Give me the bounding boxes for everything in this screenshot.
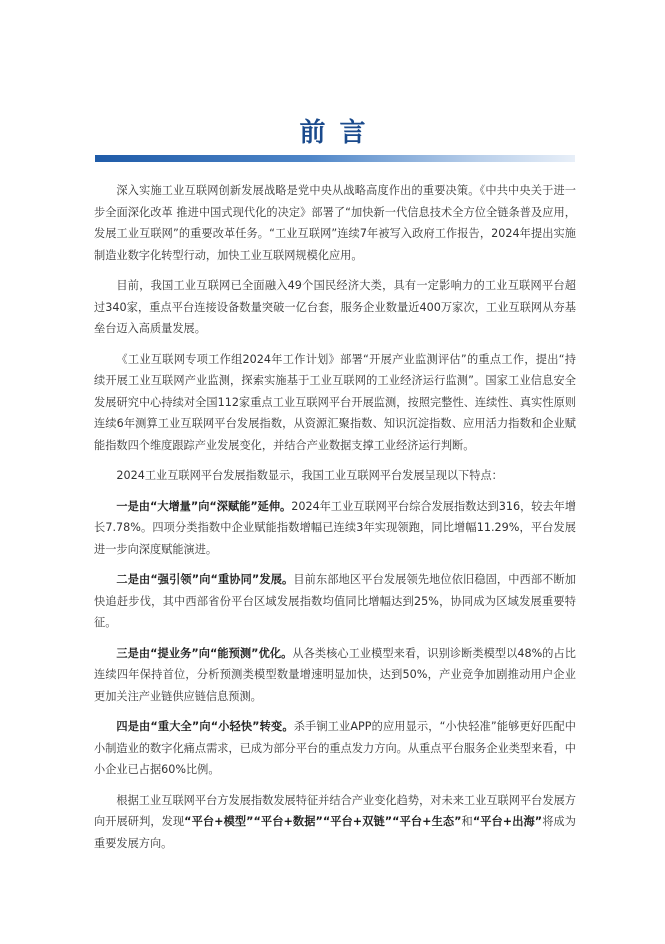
feature-4-text: 杀手锏工业APP的应用显示，“小快轻准”能够更好匹配中小制造业的数字化痛点需求，已成为部分平台的重点发力方向。从重点平台服务企业类型来看，中小企业已占据60%比例。 [94, 720, 576, 776]
feature-1-text: 2024年工业互联网平台综合发展指数达到316，较去年增长7.78%。四项分类指数中企业赋能指数增幅已连续3年实现领跑，同比增幅11.29%，平台发展进一步向深度赋能演进。 [94, 499, 577, 556]
outlook-text-and: 和 [461, 815, 473, 828]
paragraph-status: 目前，我国工业互联网已全面融入49个国民经济大类，具有一定影响力的工业互联网平台超过340家，重点平台连接设备数量突破一亿台套，服务企业数量近400万家次，工业互联网从夯基垒台迈入高质量发展。 [94, 279, 576, 335]
feature-4-lead: 四是由“重大全”向“小轻快”转变。 [116, 720, 294, 733]
outlook-text-a: 根据工业互联网平台方发展指数发展特征并结合产业变化趋势，对未来工业互联网平台发展方向开展研判，发现 [94, 793, 576, 828]
title-underline-bar [95, 155, 575, 162]
feature-2-text: 目前东部地区平台发展领先地位依旧稳固，中西部不断加快追赶步伐，其中西部省份平台区域发展指数均值同比增幅达到25%，协同成为区域发展重要特征。 [94, 573, 576, 629]
outlook-text-end: 将成为重要发展方向。 [94, 815, 576, 850]
outlook-directions: “平台+模型”“平台+数据”“平台+双链”“平台+生态” [184, 815, 462, 828]
paragraph-outlook [94, 790, 576, 855]
preface-body [94, 180, 576, 863]
paragraph-work-plan: 《工业互联网专项工作组2024年工作计划》部署“开展产业监测评估”的重点工作，提出“持续开展工业互联网产业监测，探索实施基于工业互联网的工业经济运行监测”。国家工业信息安全发展研究中心持续对全国112家重点工业互联网平台开展监测，按照完整性、连续性、真实性原则连续6年测算工业互联网平台发展指数，从资源汇聚指数、知识沉淀指数、应用活力指数和企业赋能指数四个维度跟踪产业发展变化，并结合产业数据支撑工业经济运行判断。 [94, 352, 576, 452]
page-title: 前言 [299, 118, 380, 148]
feature-2-lead: 二是由“强引领”向“重协同”发展。 [116, 573, 294, 586]
feature-3-lead: 三是由“提业务”向“能预测”优化。 [116, 646, 293, 660]
feature-1-lead: 一是由“大增量”向“深赋能”延伸。 [116, 499, 292, 513]
paragraph-intro: 深入实施工业互联网创新发展战略是党中央从战略高度作出的重要决策。《中共中央关于进一步全面深化改革 推进中国式现代化的决定》部署了“加快新一代信息技术全方位全链条普及应用，发展工业互联网”的重要改革任务。“工业互联网”连续7年被写入政府工作报告，2024年提出实施制造业数字化转型行动，加快工业互联网规模化应用。 [94, 184, 576, 262]
paragraph-feature-1 [94, 496, 576, 561]
paragraph-index-summary: 2024工业互联网平台发展指数显示，我国工业互联网平台发展呈现以下特点： [116, 469, 503, 482]
outlook-direction-overseas: “平台+出海” [472, 815, 543, 828]
paragraph-feature-3 [94, 643, 576, 708]
feature-3-text: 从各类核心工业模型来看，识别诊断类模型以48%的占比连续四年保持首位，分析预测类模型数量增速明显加快，达到50%，产业竞争加剧推动用户企业更加关注产业链供应链信息预测。 [94, 646, 576, 703]
paragraph-feature-4 [94, 716, 576, 781]
paragraph-feature-2 [94, 569, 576, 634]
